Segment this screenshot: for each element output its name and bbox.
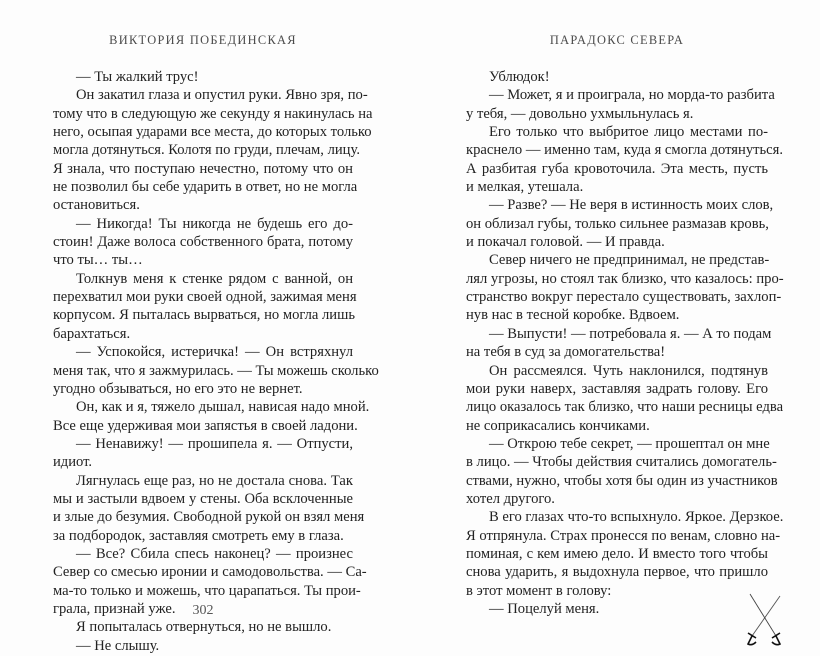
text-line: странство вокруг перестало существовать, захлоп- (466, 289, 782, 306)
text-line: в этот момент в голову: (466, 582, 612, 599)
text-line: и мелкая, утешала. (466, 179, 584, 196)
text-line: стоин! Даже волоса собственного брата, потому (53, 234, 353, 251)
text-line: мы и застыли вдвоем у стены. Оба всклоченные (53, 490, 353, 507)
text-line: Ублюдок! (489, 69, 550, 85)
text-line: что ты… ты… (53, 252, 143, 269)
text-line: Толкнув меня к стенке рядом с ванной, он (76, 270, 353, 287)
text-line: — Выпусти! — потребовала я. — А то подам (489, 325, 772, 342)
right-page-body (466, 68, 784, 618)
text-line: не позволил бы себе ударить в ответ, но не могла (53, 179, 358, 196)
text-line: у тебя, — довольно ухмыльнулась я. (466, 105, 694, 122)
text-line: — Никогда! Ты никогда не будешь его до- (76, 215, 353, 232)
text-line: В его глазах что-то вспыхнуло. Яркое. Дерзкое. (489, 509, 784, 526)
left-page-body (53, 68, 379, 655)
text-line: грала, признай уже. (53, 600, 176, 617)
running-head-title: ПАРАДОКС СЕВЕРА (549, 33, 685, 47)
text-line: — Не слышу. (76, 637, 160, 654)
text-line: барахтаться. (53, 325, 131, 342)
text-line: снова ударить, я выдохнула первое, что пришло (466, 564, 768, 581)
text-line: Я отпрянула. Страх пронесся по венам, словно на- (466, 527, 781, 544)
text-line: не соприкасались кончиками. (466, 417, 650, 434)
right-page (410, 0, 820, 656)
text-line: — Ты жалкий трус! (76, 69, 199, 85)
text-line: остановиться. (53, 197, 140, 214)
text-line: поминая, с кем имею дело. И вместо того чтобы (466, 545, 768, 562)
text-line: Он, как и я, тяжело дышал, нависая надо мной. (76, 399, 370, 416)
running-head-author: ВИКТОРИЯ ПОБЕДИНСКАЯ (109, 33, 297, 47)
text-line: Я попыталась отвернуться, но не вышло. (76, 619, 332, 636)
text-line: лял угрозы, но стоял так близко, что казалось: про- (466, 270, 784, 287)
text-line: и покачал головой. — И правда. (466, 234, 665, 251)
text-line: Он рассмеялся. Чуть наклонился, подтянув (489, 362, 768, 379)
text-line: Лягнулась еще раз, но не достала снова. Так (76, 472, 353, 489)
text-line: хотел другого. (466, 490, 555, 507)
text-line: могла дотянуться. Колотя по груди, плечам, лицу. (53, 142, 360, 159)
text-line: — Поцелуй меня. (489, 600, 600, 617)
text-line: он облизал губы, только сильнее размазав кровь, (466, 215, 769, 232)
text-line: Все еще удерживая мои запястья в своей ладони. (53, 417, 358, 434)
crossed-swords-icon (740, 592, 788, 648)
text-line: лицо оказалось так близко, что наши ресницы едва (466, 399, 784, 416)
text-line: краснело — именно там, куда я смогла дотянуться. (466, 142, 783, 159)
text-line: — Все? Сбила спесь наконец? — произнес (76, 545, 353, 562)
text-line: угодно обзываться, но его это не вернет. (53, 380, 303, 397)
text-line: тому что в следующую же секунду я накинулась на (53, 105, 373, 122)
text-line: Север ничего не предпринимал, не представ- (489, 252, 770, 269)
text-line: него, осыпая ударами все места, до которых только (53, 124, 372, 141)
text-line: ствами, нужно, чтобы хотя бы один из участников (466, 472, 778, 489)
text-line: — Успокойся, истеричка! — Он встряхнул (76, 344, 353, 361)
text-line: — Разве? — Не веря в истинность моих слов, (489, 197, 774, 214)
text-line: Север со смесью иронии и самодовольства. — Са- (53, 564, 367, 581)
text-line: за подбородок, заставляя смотреть ему в глаза. (53, 527, 344, 544)
text-line: меня так, что я зажмурилась. — Ты можешь сколько (53, 362, 379, 379)
text-line: — Может, я и проиграла, но морда-то разбита (489, 87, 775, 104)
text-line: А разбитая губа кровоточила. Эта месть, пусть (466, 160, 768, 177)
text-line: — Ненавижу! — прошипела я. — Отпусти, (76, 435, 353, 452)
text-line: перехватил мои руки своей одной, зажимая меня (53, 289, 357, 306)
text-line: в лицо. — Чтобы действия считались домогатель- (466, 454, 777, 471)
text-line: и злые до безумия. Свободной рукой он взял меня (53, 509, 365, 526)
text-line: Я знала, что поступаю нечестно, потому что он (53, 160, 353, 177)
text-line: Его только что выбритое лицо местами по- (489, 124, 768, 141)
text-line: Он закатил глаза и опустил руки. Явно зря, по- (76, 87, 368, 104)
text-line: на тебя в суд за домогательства! (466, 344, 666, 361)
page-number: 302 (192, 603, 214, 618)
text-line: — Открою тебе секрет, — прошептал он мне (489, 435, 770, 452)
text-line: нув нас в тесной коробке. Вдвоем. (466, 307, 680, 324)
text-line: идиот. (53, 454, 93, 471)
text-line: ма-то только и можешь, что царапаться. Ты прои- (53, 582, 361, 599)
text-line: корпусом. Я пыталась вырваться, но могла лишь (53, 307, 356, 324)
text-line: мои руки наверх, заставляя задрать голову. Его (466, 380, 768, 397)
